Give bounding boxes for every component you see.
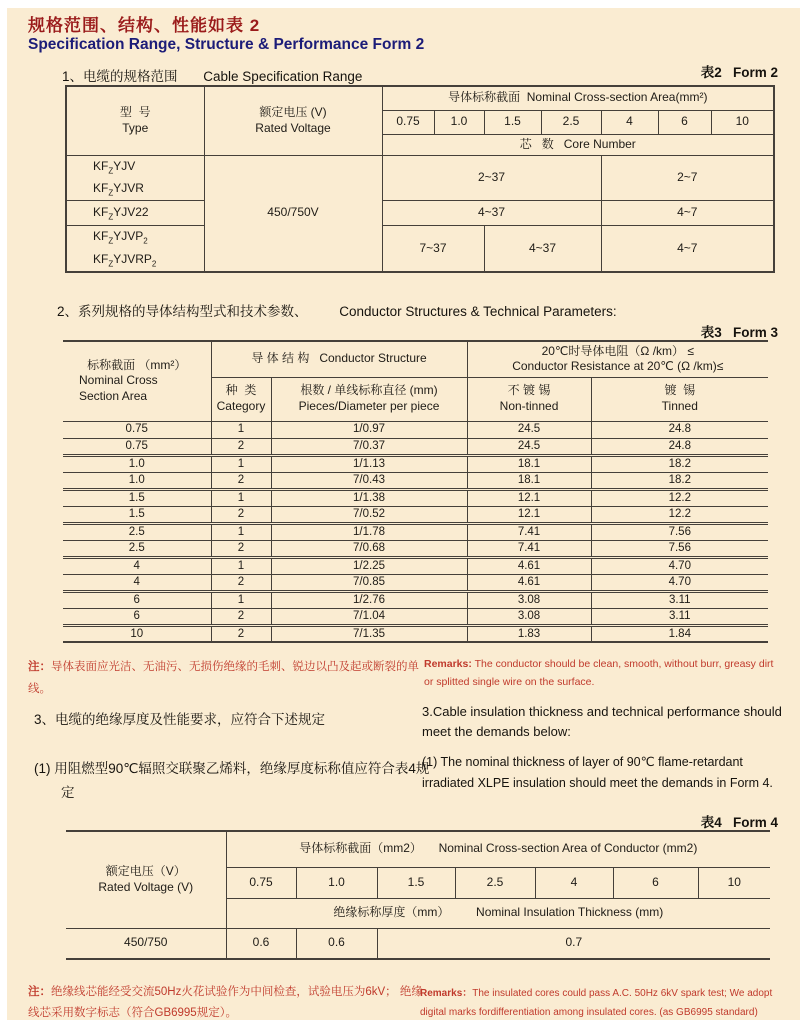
conductor-table-cell: 1/1.13 (271, 455, 467, 472)
table4-remark-en: Remarks：The insulated cores could pass A.C. 50Hz 6kV spark test; We adopt digital marks fordifferentiation among insulated cores. (as GB6995 standard) (420, 988, 773, 1018)
conductor-table-cell: 12.1 (467, 506, 591, 523)
conductor-table-row (63, 421, 768, 438)
conductor-table-cell: 1/1.38 (271, 489, 467, 506)
section3-heading-en: 3.Cable insulation thickness and technical performance should meet the demands below: (422, 704, 782, 740)
nominal-header-en2: Section Area (79, 389, 148, 404)
size-header-cell: 4 (601, 110, 658, 134)
voltage-value-cell: 450/750 (66, 928, 226, 959)
cross-section-header: 导体标称截面 Nominal Cross-section Area(mm²) (382, 86, 774, 110)
size-header-cell: 2.5 (541, 110, 601, 134)
conductor-table-cell: 2.5 (63, 523, 211, 540)
conductor-table-cell: 12.2 (591, 506, 768, 523)
page-edge-top (0, 0, 800, 8)
table2-header-row1 (66, 86, 774, 110)
page-edge-left (0, 0, 7, 1020)
table2-row-yjv (66, 155, 774, 201)
cable-spec-table (65, 85, 775, 273)
core-range-cell: 7~37 (382, 226, 484, 272)
conductor-table-cell: 1.5 (63, 506, 211, 523)
type-name: $KF_ZYJVR$ (93, 180, 144, 198)
section3-item1-en: (1) The nominal thickness of layer of 90℃ flame-retardant irradiated XLPE insulation should meet the demands in Form 4. (422, 755, 773, 790)
conductor-table-cell: 1.84 (591, 625, 768, 642)
voltage-cell: 450/750V (204, 155, 382, 272)
conductor-table-cell: 24.5 (467, 421, 591, 438)
thickness-value-cell: 0.6 (296, 928, 377, 959)
conductor-table-cell: 18.1 (467, 455, 591, 472)
table2-row-yjv22 (66, 201, 774, 226)
type-cell (66, 201, 204, 226)
type-cell (66, 155, 204, 201)
section2-heading-en: Conductor Structures & Technical Parameters: (339, 304, 617, 319)
size-header-cell: 6 (613, 867, 698, 898)
conductor-table-cell: 18.1 (467, 472, 591, 489)
section2-heading-zh: 2、系列规格的导体结构型式和技术参数、 (57, 304, 308, 319)
resistance-header-en: Conductor Resistance at 20℃ (Ω /km)≤ (512, 359, 724, 374)
size-header-cell: 4 (535, 867, 613, 898)
category-header: 种 类 Category (211, 377, 271, 421)
type-column-header-zh: 型 号 (119, 105, 151, 120)
conductor-table-cell: 7.41 (467, 523, 591, 540)
conductor-table-cell: 7/0.43 (271, 472, 467, 489)
section3-item1-zh: (1) 用阻燃型90℃辐照交联聚乙烯料，绝缘厚度标称值应符合表4规定 (34, 761, 430, 801)
type-column-header (66, 86, 204, 155)
conductor-table-cell: 7/1.04 (271, 608, 467, 625)
nominal-header-en1: Nominal Cross (79, 373, 158, 388)
section3-heading-zh: 3、电缆的绝缘厚度及性能要求，应符合下述规定 (34, 712, 326, 727)
conductor-table-cell: 18.2 (591, 472, 768, 489)
conductor-table-cell: 3.11 (591, 608, 768, 625)
core-range-cell: 4~37 (484, 226, 601, 272)
pieces-diameter-header: 根数 / 单线标称直径 (mm) Pieces/Diameter per piece (271, 377, 467, 421)
form4-label: 表4 Form 4 (700, 815, 778, 830)
table4-remark-zh-prefix: 注： (28, 986, 51, 998)
size-header-cell: 0.75 (226, 867, 296, 898)
nominal-header-zh: 标称截面 （mm²） (87, 357, 187, 372)
conductor-table-cell: 1 (211, 455, 271, 472)
conductor-table-row (63, 540, 768, 557)
conductor-table-cell: 1 (211, 421, 271, 438)
resistance-header (467, 341, 768, 377)
insulation-thickness-table (66, 830, 770, 960)
conductor-table-row (63, 523, 768, 540)
voltage-column-header (204, 86, 382, 155)
conductor-table-cell: 1 (211, 489, 271, 506)
rated-voltage-header-zh: 额定电压（V） (105, 864, 186, 879)
conductor-table-cell: 7/0.37 (271, 438, 467, 455)
section1-heading-en: Cable Specification Range (203, 69, 363, 84)
rated-voltage-header-en: Rated Voltage (V) (98, 879, 194, 894)
table4-data-row (66, 928, 770, 959)
conductor-table-cell: 0.75 (63, 421, 211, 438)
conductor-table-cell: 4.70 (591, 574, 768, 591)
thickness-value-cell: 0.7 (377, 928, 770, 959)
size-header-cell: 10 (698, 867, 770, 898)
section1-heading-zh: 1、电缆的规格范围 (62, 69, 178, 84)
conductor-table-body (63, 421, 768, 642)
conductor-table-cell: 0.75 (63, 438, 211, 455)
page-title-en: Specification Range, Structure & Performance Form 2 (28, 36, 425, 53)
table3-remark-en: Remarks: The conductor should be clean, smooth, without burr, greasy dirt or splitted single wire on the surface. (424, 658, 774, 688)
conductor-table-cell: 1/2.25 (271, 557, 467, 574)
conductor-table-cell: 1/2.76 (271, 591, 467, 608)
conductor-table-row (63, 625, 768, 642)
conductor-table-cell: 7.41 (467, 540, 591, 557)
conductor-table-cell: 3.08 (467, 608, 591, 625)
form2-label: 表2 Form 2 (700, 65, 778, 80)
thickness-value-cell: 0.6 (226, 928, 296, 959)
conductor-table-cell: 4.70 (591, 557, 768, 574)
conductor-structure-header: 导 体 结 构 Conductor Structure (211, 341, 467, 377)
conductor-table-cell: 1 (211, 523, 271, 540)
conductor-table-cell: 3.08 (467, 591, 591, 608)
size-header-cell: 1.0 (434, 110, 484, 134)
conductor-table-cell: 2 (211, 540, 271, 557)
table4-header-row1 (66, 831, 770, 867)
conductor-table-row (63, 557, 768, 574)
conductor-table-cell: 12.1 (467, 489, 591, 506)
conductor-table-row (63, 608, 768, 625)
conductor-table-cell: 4.61 (467, 574, 591, 591)
tinned-header: 镀 锡 Tinned (591, 377, 768, 421)
conductor-table-row (63, 472, 768, 489)
conductor-table-cell: 2 (211, 625, 271, 642)
conductor-table-cell: 2.5 (63, 540, 211, 557)
conductor-table-cell: 1.5 (63, 489, 211, 506)
size-header-cell: 1.0 (296, 867, 377, 898)
conductor-table-cell: 1 (211, 591, 271, 608)
size-header-cell: 10 (711, 110, 774, 134)
conductor-structure-table (63, 340, 768, 643)
resistance-header-zh: 20℃时导体电阻（Ω /km） ≤ (541, 343, 694, 358)
conductor-table-row (63, 489, 768, 506)
conductor-table-cell: 2 (211, 472, 271, 489)
voltage-column-header-zh: 额定电压 (V) (259, 105, 327, 120)
conductor-table-cell: 1/0.97 (271, 421, 467, 438)
conductor-table-cell: 7/0.85 (271, 574, 467, 591)
core-number-header: 芯 数 Core Number (382, 134, 774, 155)
size-header-cell: 6 (658, 110, 711, 134)
nominal-cross-section-header (63, 341, 211, 421)
table3-remark-zh: 注：导体表面应光洁、无油污、无损伤绝缘的毛刺、锐边以凸及起或断裂的单线。 (28, 661, 419, 696)
conductor-table-cell: 7.56 (591, 540, 768, 557)
conductor-table-cell: 4 (63, 574, 211, 591)
conductor-table-cell: 2 (211, 506, 271, 523)
size-header-cell: 2.5 (455, 867, 535, 898)
conductor-table-row (63, 574, 768, 591)
core-range-cell: 4~37 (382, 201, 601, 226)
conductor-table-row (63, 506, 768, 523)
conductor-table-cell: 4.61 (467, 557, 591, 574)
rated-voltage-header (66, 831, 226, 928)
section1-heading (62, 65, 362, 85)
voltage-column-header-en: Rated Voltage (255, 120, 331, 135)
conductor-table-cell: 2 (211, 438, 271, 455)
core-range-cell: 4~7 (601, 226, 774, 272)
table3-remark-en-prefix: Remarks: (424, 658, 472, 670)
conductor-table-cell: 6 (63, 591, 211, 608)
table3-remark-zh-prefix: 注： (28, 661, 51, 673)
table4-cross-section-header: 导体标称截面（mm2） Nominal Cross-section Area of Conductor (mm2) (226, 831, 770, 867)
table3-header-row1 (63, 341, 768, 377)
size-header-cell: 1.5 (377, 867, 455, 898)
conductor-table-cell: 18.2 (591, 455, 768, 472)
conductor-table-cell: 10 (63, 625, 211, 642)
conductor-table-cell: 12.2 (591, 489, 768, 506)
table4-remark-zh: 注：绝缘线芯能经受交流50Hz火花试验作为中间检查，试验电压为6kV； 绝缘线芯采用数字标志（符合GB6995规定）。 (28, 986, 423, 1020)
table4-remark-en-prefix: Remarks： (420, 988, 473, 999)
page-title-zh: 规格范围、结构、性能如表 2 (28, 16, 261, 35)
type-column-header-en: Type (122, 120, 149, 135)
type-name: $KF_ZYJVP_2$ (93, 229, 148, 246)
type-cell (66, 226, 204, 272)
thickness-header: 绝缘标称厚度（mm） Nominal Insulation Thickness (mm) (226, 898, 770, 928)
type-name: $KF_ZYJVRP_2$ (93, 251, 157, 269)
conductor-table-cell: 24.5 (467, 438, 591, 455)
conductor-table-cell: 24.8 (591, 421, 768, 438)
non-tinned-header: 不 镀 锡 Non-tinned (467, 377, 591, 421)
size-header-cell: 1.5 (484, 110, 541, 134)
conductor-table-cell: 6 (63, 608, 211, 625)
conductor-table-cell: 1.0 (63, 472, 211, 489)
type-name: $KF_ZYJV22$ (93, 205, 149, 222)
conductor-table-row (63, 591, 768, 608)
core-range-cell: 2~7 (601, 155, 774, 201)
conductor-table-cell: 2 (211, 574, 271, 591)
conductor-table-row (63, 455, 768, 472)
conductor-table-cell: 2 (211, 608, 271, 625)
conductor-table-cell: 1/1.78 (271, 523, 467, 540)
conductor-table-cell: 3.11 (591, 591, 768, 608)
conductor-table-cell: 1 (211, 557, 271, 574)
type-name: $KF_ZYJV$ (93, 158, 136, 175)
conductor-table-cell: 24.8 (591, 438, 768, 455)
core-range-cell: 2~37 (382, 155, 601, 201)
conductor-table-cell: 7/0.52 (271, 506, 467, 523)
conductor-table-cell: 4 (63, 557, 211, 574)
size-header-cell: 0.75 (382, 110, 434, 134)
table2-row-yjvp (66, 226, 774, 272)
section2-heading (57, 300, 617, 320)
form3-label: 表3 Form 3 (700, 325, 778, 340)
conductor-table-row (63, 438, 768, 455)
conductor-table-cell: 7.56 (591, 523, 768, 540)
conductor-table-cell: 7/0.68 (271, 540, 467, 557)
conductor-table-cell: 7/1.35 (271, 625, 467, 642)
conductor-table-cell: 1.0 (63, 455, 211, 472)
core-range-cell: 4~7 (601, 201, 774, 226)
conductor-table-cell: 1.83 (467, 625, 591, 642)
